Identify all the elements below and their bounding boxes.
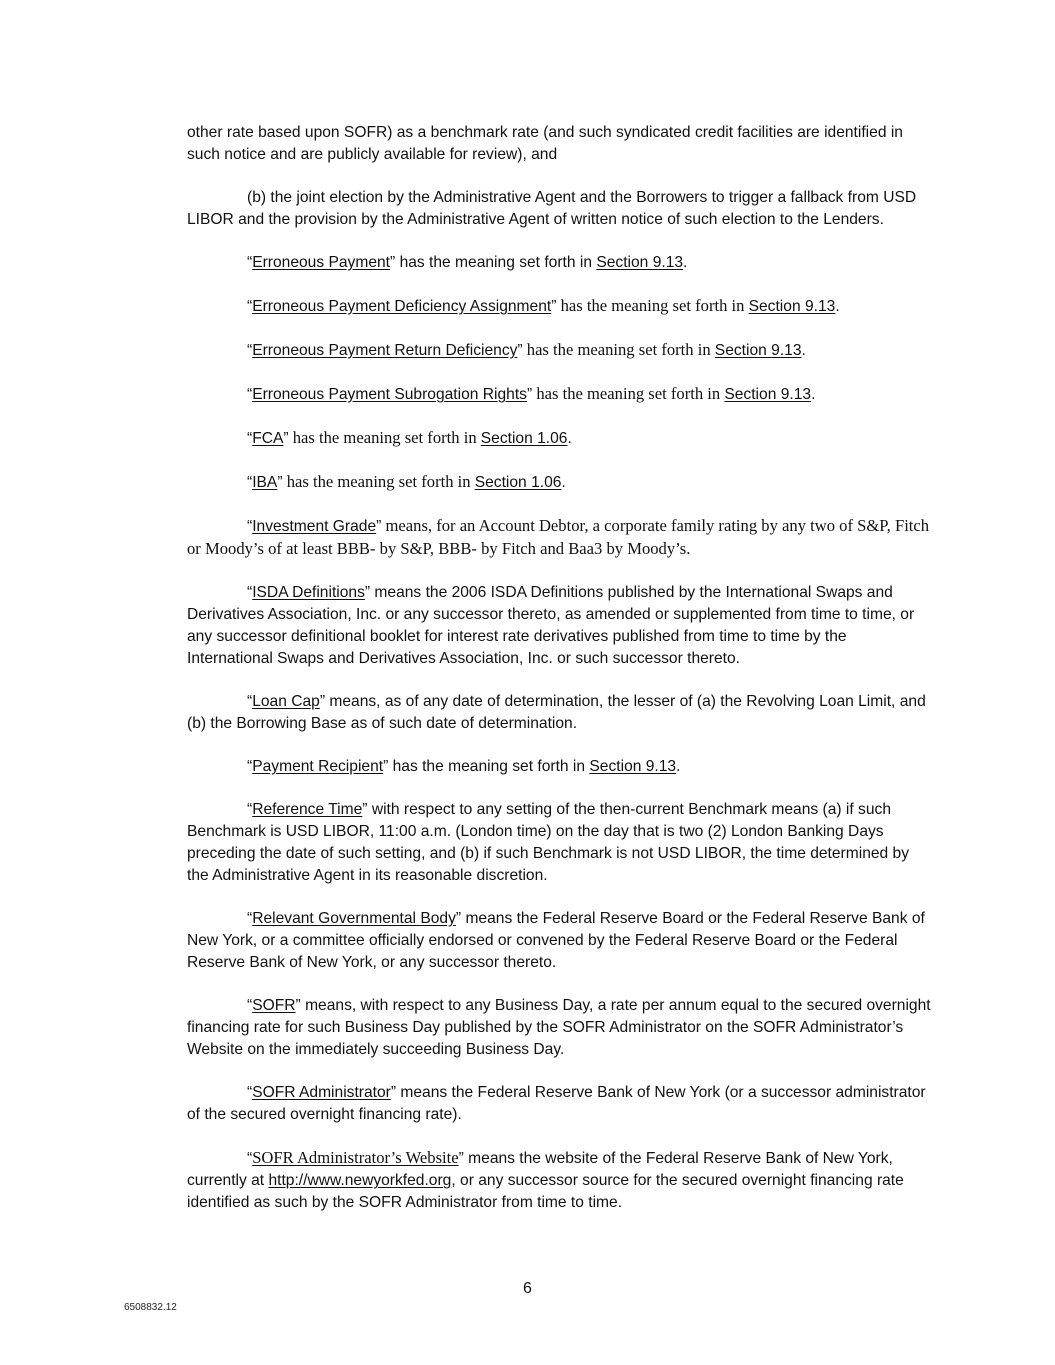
quote-close: ”	[458, 1150, 464, 1167]
quote-open: “	[247, 1150, 253, 1167]
quote-open: “	[247, 997, 253, 1014]
quote-open: “	[247, 758, 253, 775]
defined-term: Relevant Governmental Body	[252, 910, 456, 927]
website-link[interactable]: http://www.newyorkfed.org	[268, 1172, 452, 1189]
definition-text: has the meaning set forth in	[388, 758, 590, 775]
definition-text: means the website of the Federal Reserve Bank of New York, currently at	[187, 1150, 893, 1189]
period: .	[811, 386, 816, 403]
definition-text: means, with respect to any Business Day, a rate per annum equal to the secured overnight financing rate for such Business Day published by the SOFR Administrator on the SOFR Administrator’s Website on the immediately succeeding Business Day.	[187, 997, 931, 1058]
section-reference: Section 9.13	[596, 254, 684, 271]
period: .	[835, 298, 840, 315]
definition-erroneous-payment	[187, 252, 932, 274]
definition-text: means, for an Account Debtor, a corporate family rating by any two of S&P, Fitch or Moody’s of at least BBB- by S&P, BBB- by Fitch and Baa3 by Moody’s.	[187, 516, 930, 558]
definition-subrogation-rights	[187, 383, 932, 406]
definition-sofr-administrator	[187, 1082, 932, 1126]
document-id: 6508832.12	[124, 1302, 177, 1313]
quote-close: ”	[362, 801, 368, 818]
definition-text: means the 2006 ISDA Definitions published by the International Swaps and Derivatives Association, Inc. or any successor thereto, as amended or supplemented from time to time, or any successor definitional booklet for interest rate derivatives published from time to time by the International Swaps and Derivatives Association, Inc. or such successor thereto.	[187, 584, 915, 667]
quote-close: ”	[455, 910, 462, 927]
definition-loan-cap	[187, 691, 932, 735]
definition-text: has the meaning set forth in	[556, 296, 749, 315]
definition-text: means, as of any date of determination, the lesser of (a) the Revolving Loan Limit, and (b) the Borrowing Base as of such date of determination.	[187, 693, 926, 732]
defined-term: Erroneous Payment Deficiency Assignment	[252, 298, 552, 315]
defined-term: Erroneous Payment Subrogation Rights	[252, 386, 527, 403]
defined-term: Loan Cap	[252, 693, 320, 710]
defined-term: Investment Grade	[252, 518, 377, 535]
definition-sofr	[187, 995, 932, 1061]
definition-text-continued: , or any successor source for the secured overnight financing rate identified as such by the SOFR Administrator from time to time.	[187, 1172, 904, 1211]
quote-close: ”	[390, 1084, 397, 1101]
defined-term: SOFR Administrator	[252, 1084, 391, 1101]
paragraph-text: (b) the joint election by the Administrative Agent and the Borrowers to trigger a fallback from USD LIBOR and the provision by the Administrative Agent of written notice of such election to the Lenders.	[187, 189, 917, 228]
quote-close: ”	[390, 254, 396, 271]
quote-open: “	[247, 693, 253, 710]
quote-open: “	[247, 342, 253, 359]
quote-close: ”	[277, 474, 283, 491]
section-reference: Section 9.13	[589, 758, 677, 775]
defined-term: Reference Time	[252, 801, 363, 818]
paragraph-continuation	[187, 122, 932, 166]
definition-text: has the meaning set forth in	[282, 472, 475, 491]
quote-open: “	[247, 430, 253, 447]
quote-open: “	[247, 298, 253, 315]
quote-close: ”	[364, 584, 371, 601]
period: .	[683, 254, 688, 271]
defined-term: Payment Recipient	[252, 758, 384, 775]
defined-term: Erroneous Payment Return Deficiency	[252, 342, 518, 359]
section-reference: Section 9.13	[748, 298, 836, 315]
definition-reference-time	[187, 799, 932, 887]
section-reference: Section 9.13	[714, 342, 802, 359]
definition-relevant-governmental-body	[187, 908, 932, 974]
definition-sofr-administrator-website	[187, 1147, 932, 1214]
definition-text: has the meaning set forth in	[522, 340, 715, 359]
period: .	[676, 758, 681, 775]
quote-open: “	[247, 254, 253, 271]
defined-term: Erroneous Payment	[252, 254, 391, 271]
quote-close: ”	[283, 430, 289, 447]
period: .	[801, 342, 806, 359]
section-reference: Section 1.06	[480, 430, 568, 447]
definition-isda-definitions	[187, 582, 932, 670]
definition-text: has the meaning set forth in	[395, 254, 597, 271]
section-reference: Section 9.13	[724, 386, 812, 403]
quote-close: ”	[376, 518, 382, 535]
definition-text: means the Federal Reserve Bank of New York (or a successor administrator of the secured overnight financing rate).	[187, 1084, 926, 1123]
quote-open: “	[247, 518, 253, 535]
definition-text: means the Federal Reserve Board or the Federal Reserve Bank of New York, or a committee officially endorsed or convened by the Federal Reserve Board or the Federal Reserve Bank of New York, or any successor thereto.	[187, 910, 925, 971]
defined-term: IBA	[252, 474, 278, 491]
defined-term: FCA	[252, 430, 284, 447]
period: .	[567, 430, 572, 447]
quote-open: “	[247, 801, 253, 818]
paragraph-clause-b	[187, 187, 932, 231]
section-reference: Section 1.06	[474, 474, 562, 491]
quote-close: ”	[551, 298, 557, 315]
quote-open: “	[247, 910, 253, 927]
defined-term: ISDA Definitions	[252, 584, 365, 601]
definition-text: has the meaning set forth in	[532, 384, 725, 403]
definition-text: has the meaning set forth in	[288, 428, 481, 447]
paragraph-text: other rate based upon SOFR) as a benchmark rate (and such syndicated credit facilities are identified in such notice and are publicly available for review), and	[187, 124, 903, 163]
definition-text: with respect to any setting of the then-current Benchmark means (a) if such Benchmark is USD LIBOR, 11:00 a.m. (London time) on the day that is two (2) London Banking Days preceding the date of such setting, and (b) if such Benchmark is not USD LIBOR, the time determined by the Administrative Agent in its reasonable discretion.	[187, 801, 910, 884]
definition-return-deficiency	[187, 339, 932, 362]
quote-close: ”	[383, 758, 389, 775]
quote-open: “	[247, 584, 253, 601]
definition-payment-recipient	[187, 756, 932, 778]
period: .	[561, 474, 566, 491]
document-body	[187, 122, 932, 1235]
defined-term: SOFR	[252, 997, 296, 1014]
quote-close: ”	[526, 386, 533, 403]
quote-open: “	[247, 386, 253, 403]
definition-deficiency-assignment	[187, 295, 932, 318]
defined-term: SOFR Administrator’s Website	[252, 1148, 459, 1167]
quote-close: ”	[319, 693, 326, 710]
quote-open: “	[247, 474, 253, 491]
quote-open: “	[247, 1084, 253, 1101]
definition-iba	[187, 471, 932, 494]
quote-close: ”	[517, 342, 523, 359]
quote-close: ”	[295, 997, 301, 1014]
definition-fca	[187, 427, 932, 450]
definition-investment-grade	[187, 515, 932, 561]
page-number: 6	[523, 1280, 532, 1297]
